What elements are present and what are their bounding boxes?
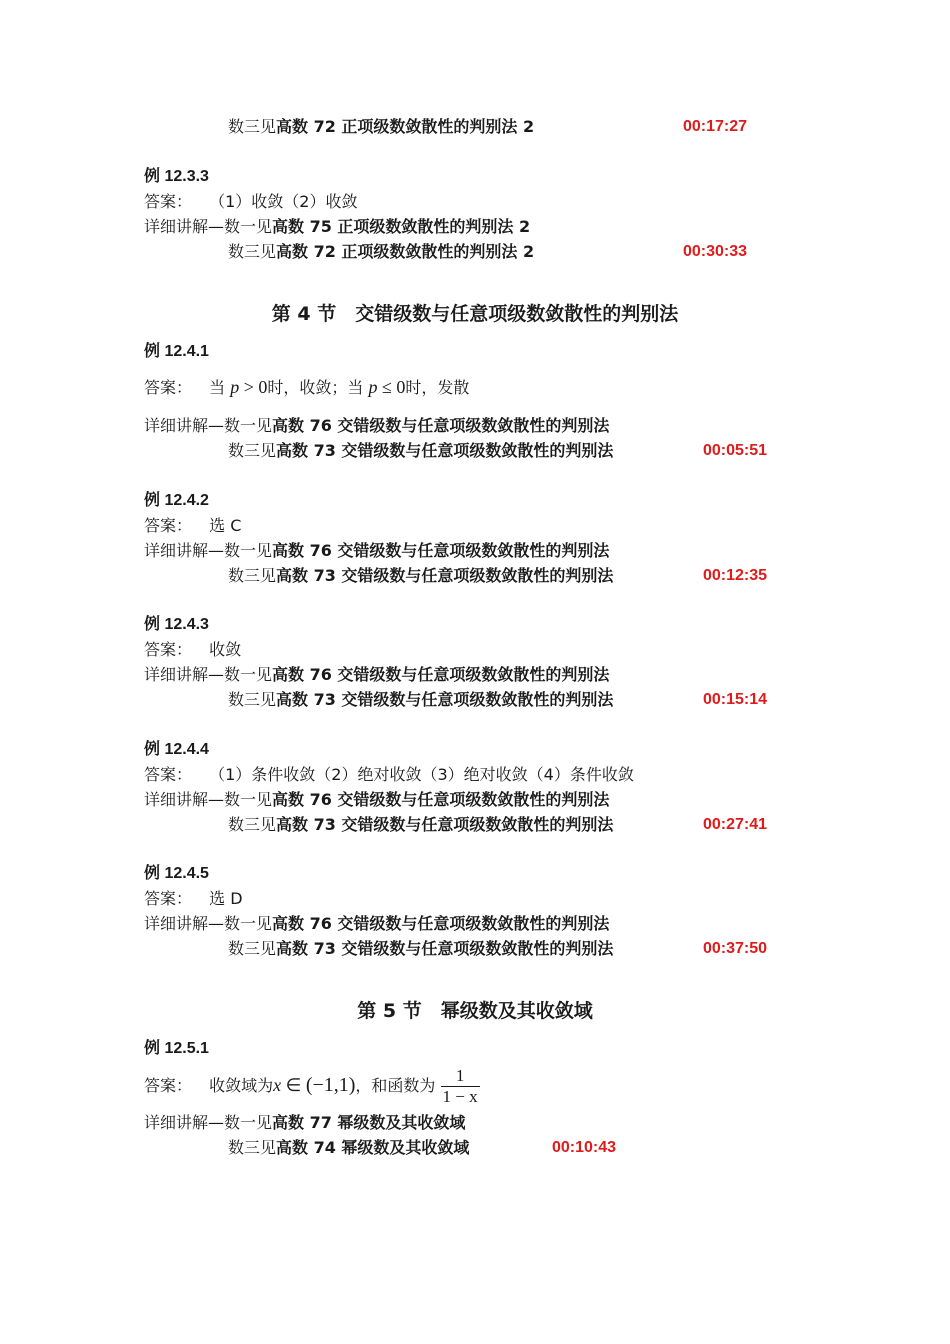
detail-line-1: 详细讲解—数一见高数 76 交错级数与任意项级数敛散性的判别法: [144, 790, 610, 809]
answer-line: 答案： 收敛域为x ∈ (−1,1)，和函数为 $\frac{1}{1 - x}$: [144, 1066, 478, 1106]
video-timestamp: 00:05:51: [703, 442, 768, 459]
detail-line-2: 数三见高数 73 交错级数与任意项级数敛散性的判别法: [228, 690, 614, 709]
video-timestamp: 00:15:14: [703, 691, 768, 708]
example-title: 例 12.4.3: [144, 616, 209, 633]
detail-line-2: 数三见高数 73 交错级数与任意项级数敛散性的判别法: [228, 939, 614, 958]
detail-line-1: 详细讲解—数一见高数 76 交错级数与任意项级数敛散性的判别法: [144, 914, 610, 933]
example-title: 例 12.3.3: [144, 168, 209, 185]
detail-line-2: 数三见高数 74 幂级数及其收敛域: [228, 1138, 470, 1157]
video-timestamp: 00:12:35: [703, 567, 768, 584]
video-timestamp: 00:10:43: [552, 1139, 617, 1156]
answer-line: 答案： （1）收敛（2）收敛: [144, 192, 358, 211]
answer-line: 答案： 选 C: [144, 516, 242, 535]
answer-line: 答案： 当 p > 0时，收敛；当 p ≤ 0时，发散: [144, 377, 470, 397]
example-title: 例 12.4.2: [144, 492, 209, 509]
section-heading: 第 5 节 幂级数及其收敛域: [357, 1000, 593, 1022]
detail-line-1: 详细讲解—数一见高数 76 交错级数与任意项级数敛散性的判别法: [144, 665, 610, 684]
example-title: 例 12.4.5: [144, 865, 209, 882]
video-timestamp: 00:17:27: [683, 118, 748, 135]
detail-line-1: 详细讲解—数一见高数 77 幂级数及其收敛域: [144, 1113, 466, 1132]
detail-line-1: 详细讲解—数一见高数 76 交错级数与任意项级数敛散性的判别法: [144, 416, 610, 435]
answer-line: 答案： 选 D: [144, 889, 243, 908]
answer-line: 答案： 收敛: [144, 640, 242, 659]
detail-line-2: 数三见高数 73 交错级数与任意项级数敛散性的判别法: [228, 566, 614, 585]
detail-line-2: 数三见高数 73 交错级数与任意项级数敛散性的判别法: [228, 815, 614, 834]
fraction: $\frac{1}{1 - x}$: [442, 1066, 478, 1106]
answer-line: 答案： （1）条件收敛（2）绝对收敛（3）绝对收敛（4）条件收敛: [144, 765, 634, 784]
video-timestamp: 00:37:50: [703, 940, 768, 957]
example-title: 例 12.5.1: [144, 1040, 209, 1057]
detail-line-2: 数三见高数 72 正项级数敛散性的判别法 2: [228, 117, 535, 136]
detail-line-2: 数三见高数 72 正项级数敛散性的判别法 2: [228, 242, 535, 261]
video-timestamp: 00:27:41: [703, 816, 768, 833]
detail-line-2: 数三见高数 73 交错级数与任意项级数敛散性的判别法: [228, 441, 614, 460]
section-heading: 第 4 节 交错级数与任意项级数敛散性的判别法: [271, 303, 679, 325]
video-timestamp: 00:30:33: [683, 243, 748, 260]
example-title: 例 12.4.4: [144, 741, 209, 758]
detail-line-1: 详细讲解—数一见高数 75 正项级数敛散性的判别法 2: [144, 217, 531, 236]
example-title: 例 12.4.1: [144, 343, 209, 360]
detail-line-1: 详细讲解—数一见高数 76 交错级数与任意项级数敛散性的判别法: [144, 541, 610, 560]
